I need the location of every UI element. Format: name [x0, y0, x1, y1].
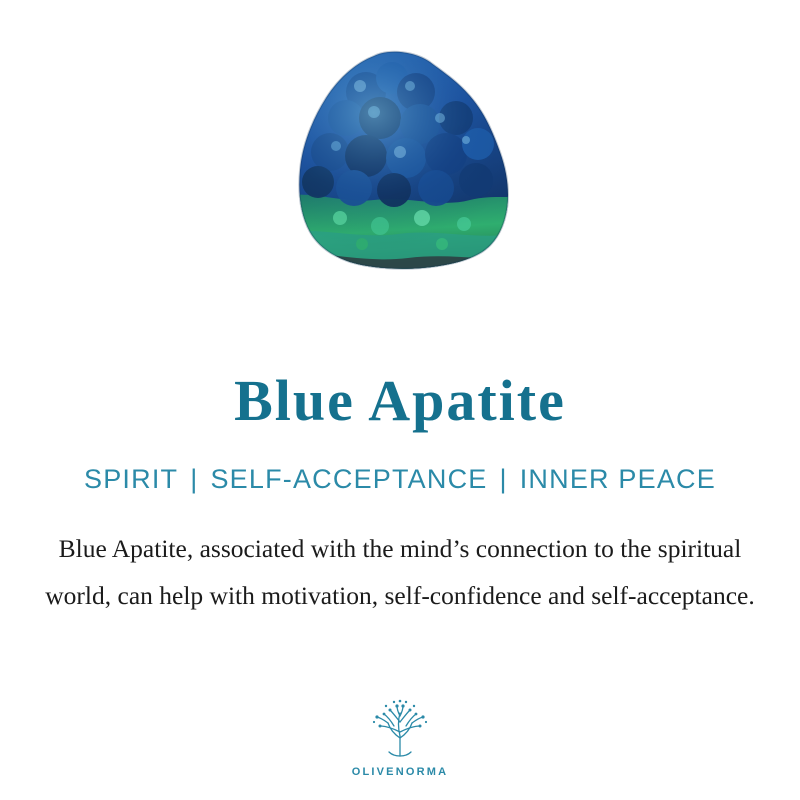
keyword-inner-peace: INNER PEACE: [519, 464, 716, 494]
tree-of-life-icon: [364, 696, 436, 762]
keyword-separator: |: [499, 464, 508, 494]
brand-logo: [0, 696, 800, 778]
brand-name: OLIVENORMA: [351, 766, 449, 778]
page-title: Blue Apatite: [234, 368, 566, 433]
stone-image: [270, 48, 530, 280]
keyword-self-acceptance: SELF-ACCEPTANCE: [210, 464, 488, 494]
keyword-list: [84, 464, 716, 495]
product-description: Blue Apatite, associated with the mind’s connection to the spiritual world, can help with motivation, self-confidence and self-acceptance.: [45, 534, 755, 611]
keyword-spirit: SPIRIT: [84, 464, 179, 494]
blue-apatite-stone-illustration: [270, 48, 530, 280]
keyword-separator: |: [190, 464, 199, 494]
